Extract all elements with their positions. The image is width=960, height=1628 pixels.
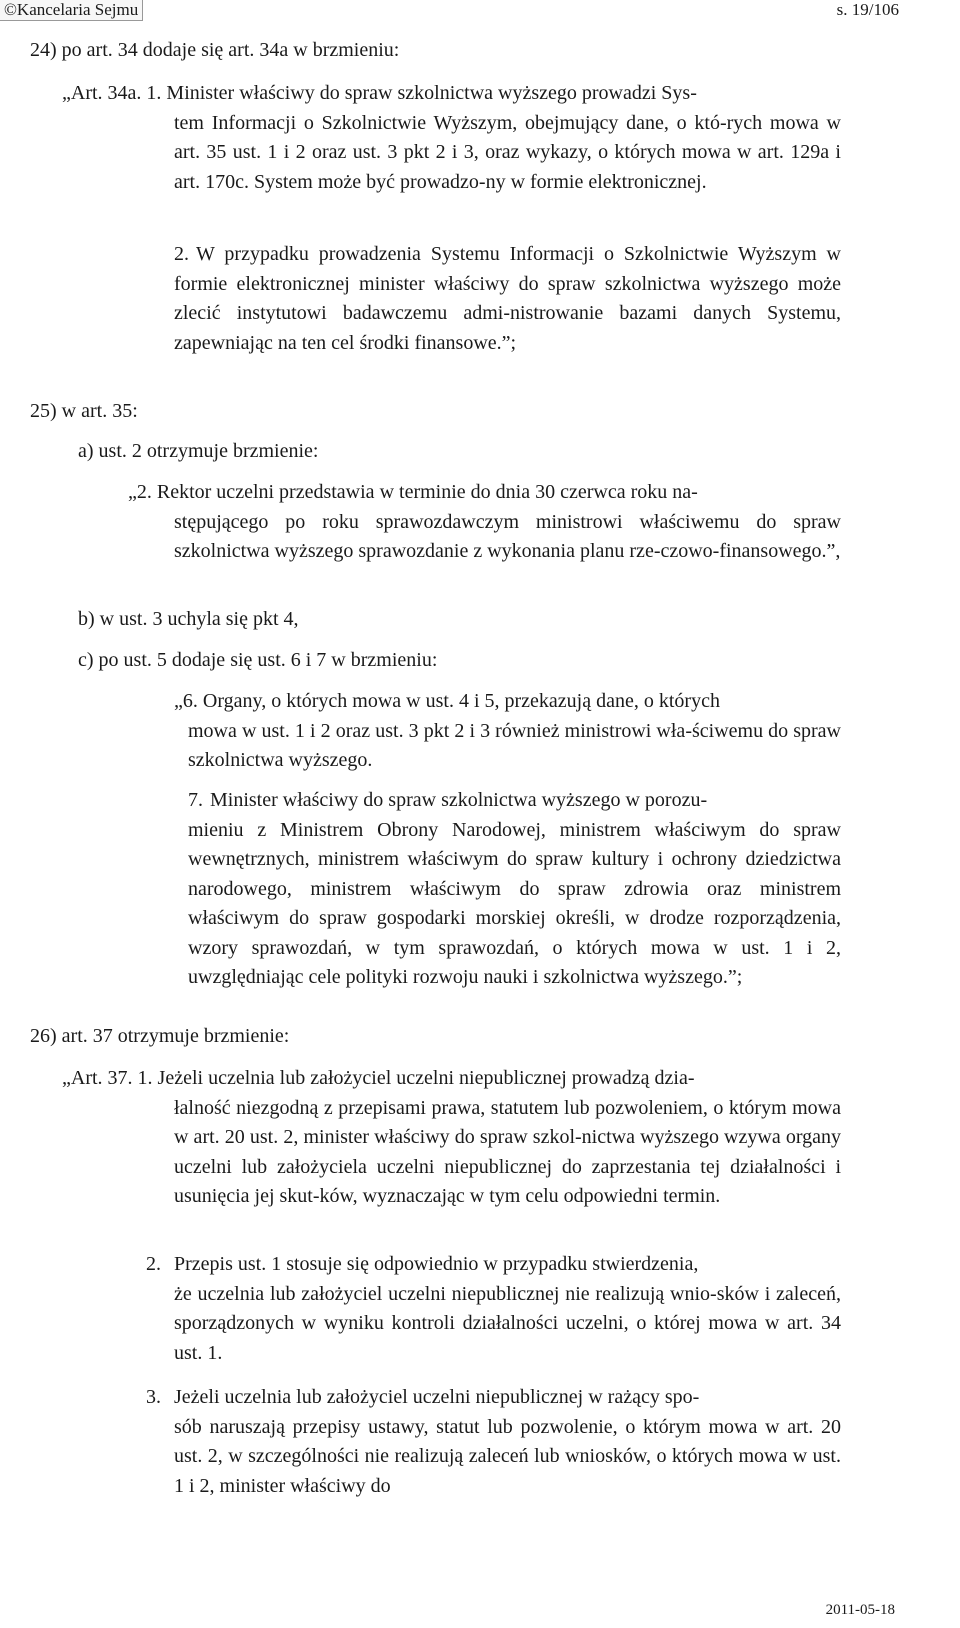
- item-25c-heading: c) po ust. 5 dodaje się ust. 6 i 7 w brzmieniu:: [78, 649, 438, 671]
- header-source: ©Kancelaria Sejmu: [0, 0, 143, 21]
- ust7-text: mieniu z Ministrem Obrony Narodowej, ministrem właściwym do spraw wewnętrznych, ministrem właściwym do spraw kultury i ochrony dziedzictwa narodowego, ministrem właściwym do spraw zdrowia oraz ministrem właściwym do spraw gospodarki morskiej określi, w drodze rozporządzenia, wzory sprawozdań, w tym sprawozdań, o których mowa w ust. 1 i 2, uwzględniając cele polityki rozwoju nauki i szkolnictwa wyższego.”;: [188, 818, 841, 988]
- art37-2-text: że uczelnia lub założyciel uczelni niepublicznej nie realizują wnio-sków i zaleceń, sporządzonych w wyniku kontroli działalności uczelni, o której mowa w art. 34 ust. 1.: [174, 1282, 841, 1364]
- item-24-heading: 24) po art. 34 dodaje się art. 34a w brzmieniu:: [30, 39, 400, 61]
- art34a-1-text: tem Informacji o Szkolnictwie Wyższym, obejmujący dane, o któ-rych mowa w art. 35 ust. 1 i 2 oraz ust. 3 pkt 2 i 3, oraz wykazy, o których mowa w art. 129a i art. 170c. System może być prowadzo-ny w formie elektronicznej.: [174, 111, 841, 193]
- art37-2-number: 2.: [146, 1253, 161, 1275]
- art37-3-first-line: Jeżeli uczelnia lub założyciel uczelni niepublicznej w rażący spo-: [174, 1386, 700, 1408]
- ust7-first-line: Minister właściwy do spraw szkolnictwa wyższego w porozu-: [210, 789, 708, 811]
- art37-1-text: łalność niezgodną z przepisami prawa, statutem lub pozwoleniem, o którym mowa w art. 20 ust. 2, minister właściwy do spraw szkol-nictwa wyższego wzywa organy uczelni lub założyciela uczelni niepublicznej do zaprzestania tej działalności i usunięcia jej skut-ków, wyznaczając w tym celu odpowiedni termin.: [174, 1096, 841, 1207]
- art34a-2-number: 2.: [174, 243, 189, 265]
- item-25a-heading: a) ust. 2 otrzymuje brzmienie:: [78, 440, 319, 462]
- item-25b-heading: b) w ust. 3 uchyla się pkt 4,: [78, 608, 299, 630]
- ust2-first-line: „2. Rektor uczelni przedstawia w terminie do dnia 30 czerwca roku na-: [128, 481, 698, 503]
- art34a-1-first-line: „Art. 34a. 1. Minister właściwy do spraw szkolnictwa wyższego prowadzi Sys-: [62, 82, 697, 104]
- header-page-number: s. 19/106: [836, 0, 899, 19]
- ust7-number: 7.: [188, 789, 203, 811]
- art37-3-text: sób naruszają przepisy ustawy, statut lub pozwolenie, o którym mowa w art. 20 ust. 2, w szczególności nie realizują zaleceń lub wniosków, o których mowa w ust. 1 i 2, minister właściwy do: [174, 1415, 841, 1497]
- ust2-text: stępującego po roku sprawozdawczym ministrowi właściwemu do spraw szkolnictwa wyższego sprawozdanie z wykonania planu rze-czowo-finansowego.”,: [174, 510, 841, 562]
- footer-date: 2011-05-18: [825, 1602, 895, 1618]
- art37-3-number: 3.: [146, 1386, 161, 1408]
- art37-1-first-line: „Art. 37. 1. Jeżeli uczelnia lub założyciel uczelni niepublicznej prowadzą dzia-: [62, 1067, 695, 1089]
- art34a-2-text: W przypadku prowadzenia Systemu Informacji o Szkolnictwie Wyższym w formie elektronicznej minister właściwy do spraw szkolnictwa wyższego może zlecić instytutowi badawczemu admi-nistrowanie bazami danych Systemu, zapewniając na ten cel środki finansowe.”;: [174, 243, 841, 354]
- ust6-first-line: „6. Organy, o których mowa w ust. 4 i 5, przekazują dane, o których: [174, 690, 720, 712]
- item-25-heading: 25) w art. 35:: [30, 400, 138, 422]
- art37-2-first-line: Przepis ust. 1 stosuje się odpowiednio w przypadku stwierdzenia,: [174, 1253, 699, 1275]
- item-26-heading: 26) art. 37 otrzymuje brzmienie:: [30, 1025, 290, 1047]
- ust6-text: mowa w ust. 1 i 2 oraz ust. 3 pkt 2 i 3 również ministrowi wła-ściwemu do spraw szkolnictwa wyższego.: [188, 719, 841, 771]
